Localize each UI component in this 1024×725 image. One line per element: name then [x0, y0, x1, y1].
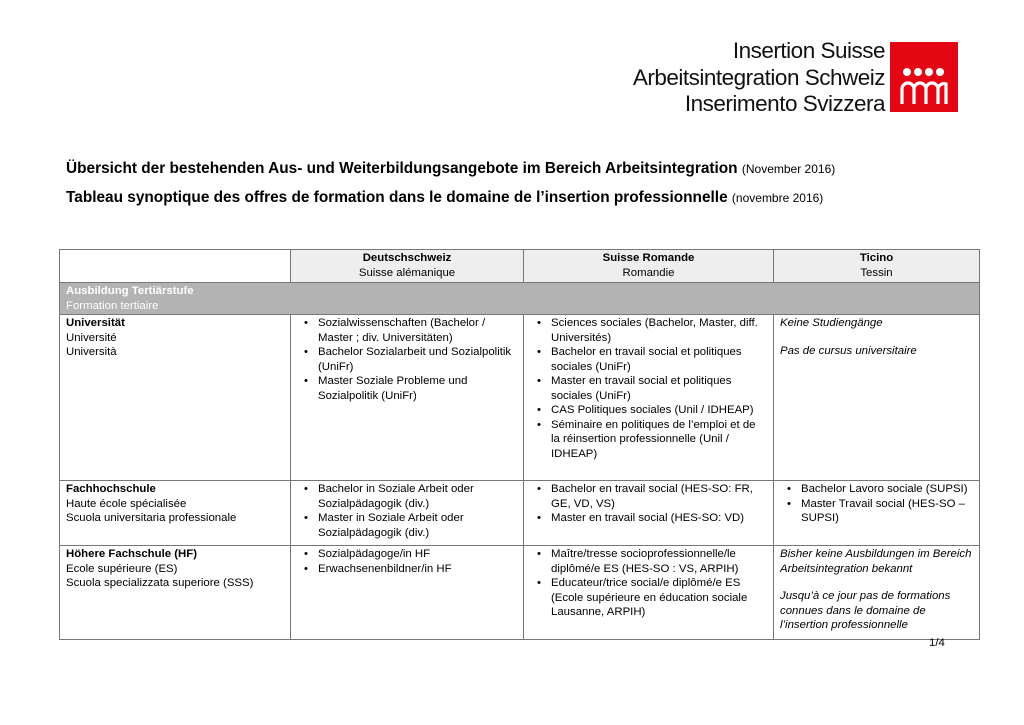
logo-line-3: Inserimento Svizzera [684, 91, 885, 116]
header-title: Deutschschweiz [362, 252, 452, 264]
list-item: • Bachelor en travail social (HES-SO: FR, GE, VD, VS) [530, 482, 767, 511]
cell-deutschschweiz [291, 315, 524, 481]
list-item: • CAS Politiques sociales (Unil / IDHEAP) [530, 403, 767, 418]
page-number: 1/4 [929, 637, 945, 649]
row-label [60, 481, 291, 546]
list-item: • Bachelor Sozialarbeit und Sozialpolitik (UniFr) [297, 345, 517, 374]
list-item: • Bachelor en travail social et politiques sociales (UniFr) [530, 345, 767, 374]
list-item: • Master Travail social (HES-SO – SUPSI) [780, 497, 973, 526]
row-label-line: Università [66, 346, 117, 358]
cell-romandie [524, 315, 774, 481]
title-de-text: Übersicht der bestehenden Aus- und Weiterbildungsangebote im Bereich Arbeitsintegration [66, 160, 738, 177]
logo-text [633, 38, 885, 118]
header-empty-cell [60, 250, 291, 283]
list-item: • Maître/tresse socioprofessionnelle/le diplômé/e ES (HES-SO : VS, ARPIH) [530, 547, 767, 576]
header-subtitle: Romandie [622, 266, 675, 279]
section-row [60, 283, 980, 315]
page-title-de [66, 160, 835, 178]
logo-line-2: Arbeitsintegration Schweiz [632, 64, 885, 90]
section-subtitle: Formation tertiaire [66, 299, 159, 312]
cell-ticino [774, 481, 980, 546]
cell-romandie [524, 546, 774, 640]
row-label-line: Ecole supérieure (ES) [66, 562, 178, 575]
row-label-line: Scuola universitaria professionale [66, 512, 237, 524]
list-item: • Master en travail social (HES-SO: VD) [530, 511, 767, 526]
cell-romandie [524, 481, 774, 546]
cell-deutschschweiz [291, 546, 524, 640]
row-label-title: Universität [66, 317, 125, 329]
title-fr-text: Tableau synoptique des offres de formation dans le domaine de l’insertion professionnelle [66, 189, 728, 206]
offers-table [59, 249, 980, 640]
row-label [60, 546, 291, 640]
title-fr-date: (novembre 2016) [731, 191, 824, 205]
list-item: • Bachelor Lavoro sociale (SUPSI) [780, 482, 973, 497]
logo-mark-icon [890, 42, 958, 112]
list-item: • Sozialwissenschaften (Bachelor / Master ; div. Universitäten) [297, 316, 517, 345]
list-item: • Sciences sociales (Bachelor, Master, diff. Universités) [530, 316, 767, 345]
row-label-line: Université [66, 331, 117, 344]
row-label-title: Fachhochschule [66, 483, 156, 495]
table-row [60, 481, 980, 546]
list-item: • Séminaire en politiques de l’emploi et de la réinsertion professionnelle (Unil / IDHEAP) [530, 418, 767, 462]
row-label [60, 315, 291, 481]
section-title: Ausbildung Tertiärstufe [66, 285, 194, 297]
cell-ticino [774, 315, 980, 481]
row-label-title: Höhere Fachschule (HF) [66, 548, 198, 560]
logo-line-1: Insertion Suisse [732, 38, 885, 63]
row-label-line: Scuola specializzata superiore (SSS) [66, 577, 254, 589]
list-item: • Master in Soziale Arbeit oder Sozialpädagogik (div.) [297, 511, 517, 540]
list-item: • Erwachsenenbildner/in HF [297, 562, 517, 577]
row-label-line: Haute école spécialisée [66, 497, 187, 510]
note-text: Pas de cursus universitaire [780, 344, 917, 357]
list-item: • Master Soziale Probleme und Sozialpolitik (UniFr) [297, 374, 517, 403]
header-title: Suisse Romande [602, 252, 695, 264]
title-de-date: (November 2016) [741, 162, 836, 176]
cell-ticino [774, 546, 980, 640]
list-item: • Educateur/trice social/e diplômé/e ES (Ecole supérieure en éducation sociale Lausanne, ARPIH) [530, 576, 767, 620]
section-heading [60, 283, 980, 315]
page-title-fr [66, 189, 823, 207]
table-row [60, 546, 980, 640]
header-romandie [524, 250, 774, 283]
header-subtitle: Suisse alémanique [358, 266, 456, 279]
cell-deutschschweiz [291, 481, 524, 546]
header-subtitle: Tessin [860, 266, 893, 279]
header-title: Ticino [859, 252, 894, 264]
note-text: Bisher keine Ausbildungen im Bereich Arbeitsintegration bekannt [780, 548, 972, 575]
header-deutschschweiz [291, 250, 524, 283]
note-text: Jusqu’à ce jour pas de formations connues dans le domaine de l’insertion professionnelle [780, 590, 951, 631]
list-item: • Sozialpädagoge/in HF [297, 547, 517, 562]
list-item: • Bachelor in Soziale Arbeit oder Sozialpädagogik (div.) [297, 482, 517, 511]
header-ticino [774, 250, 980, 283]
note-text: Keine Studiengänge [780, 317, 883, 329]
table-row [60, 315, 980, 481]
list-item: • Master en travail social et politiques sociales (UniFr) [530, 374, 767, 403]
table-header-row [60, 250, 980, 283]
